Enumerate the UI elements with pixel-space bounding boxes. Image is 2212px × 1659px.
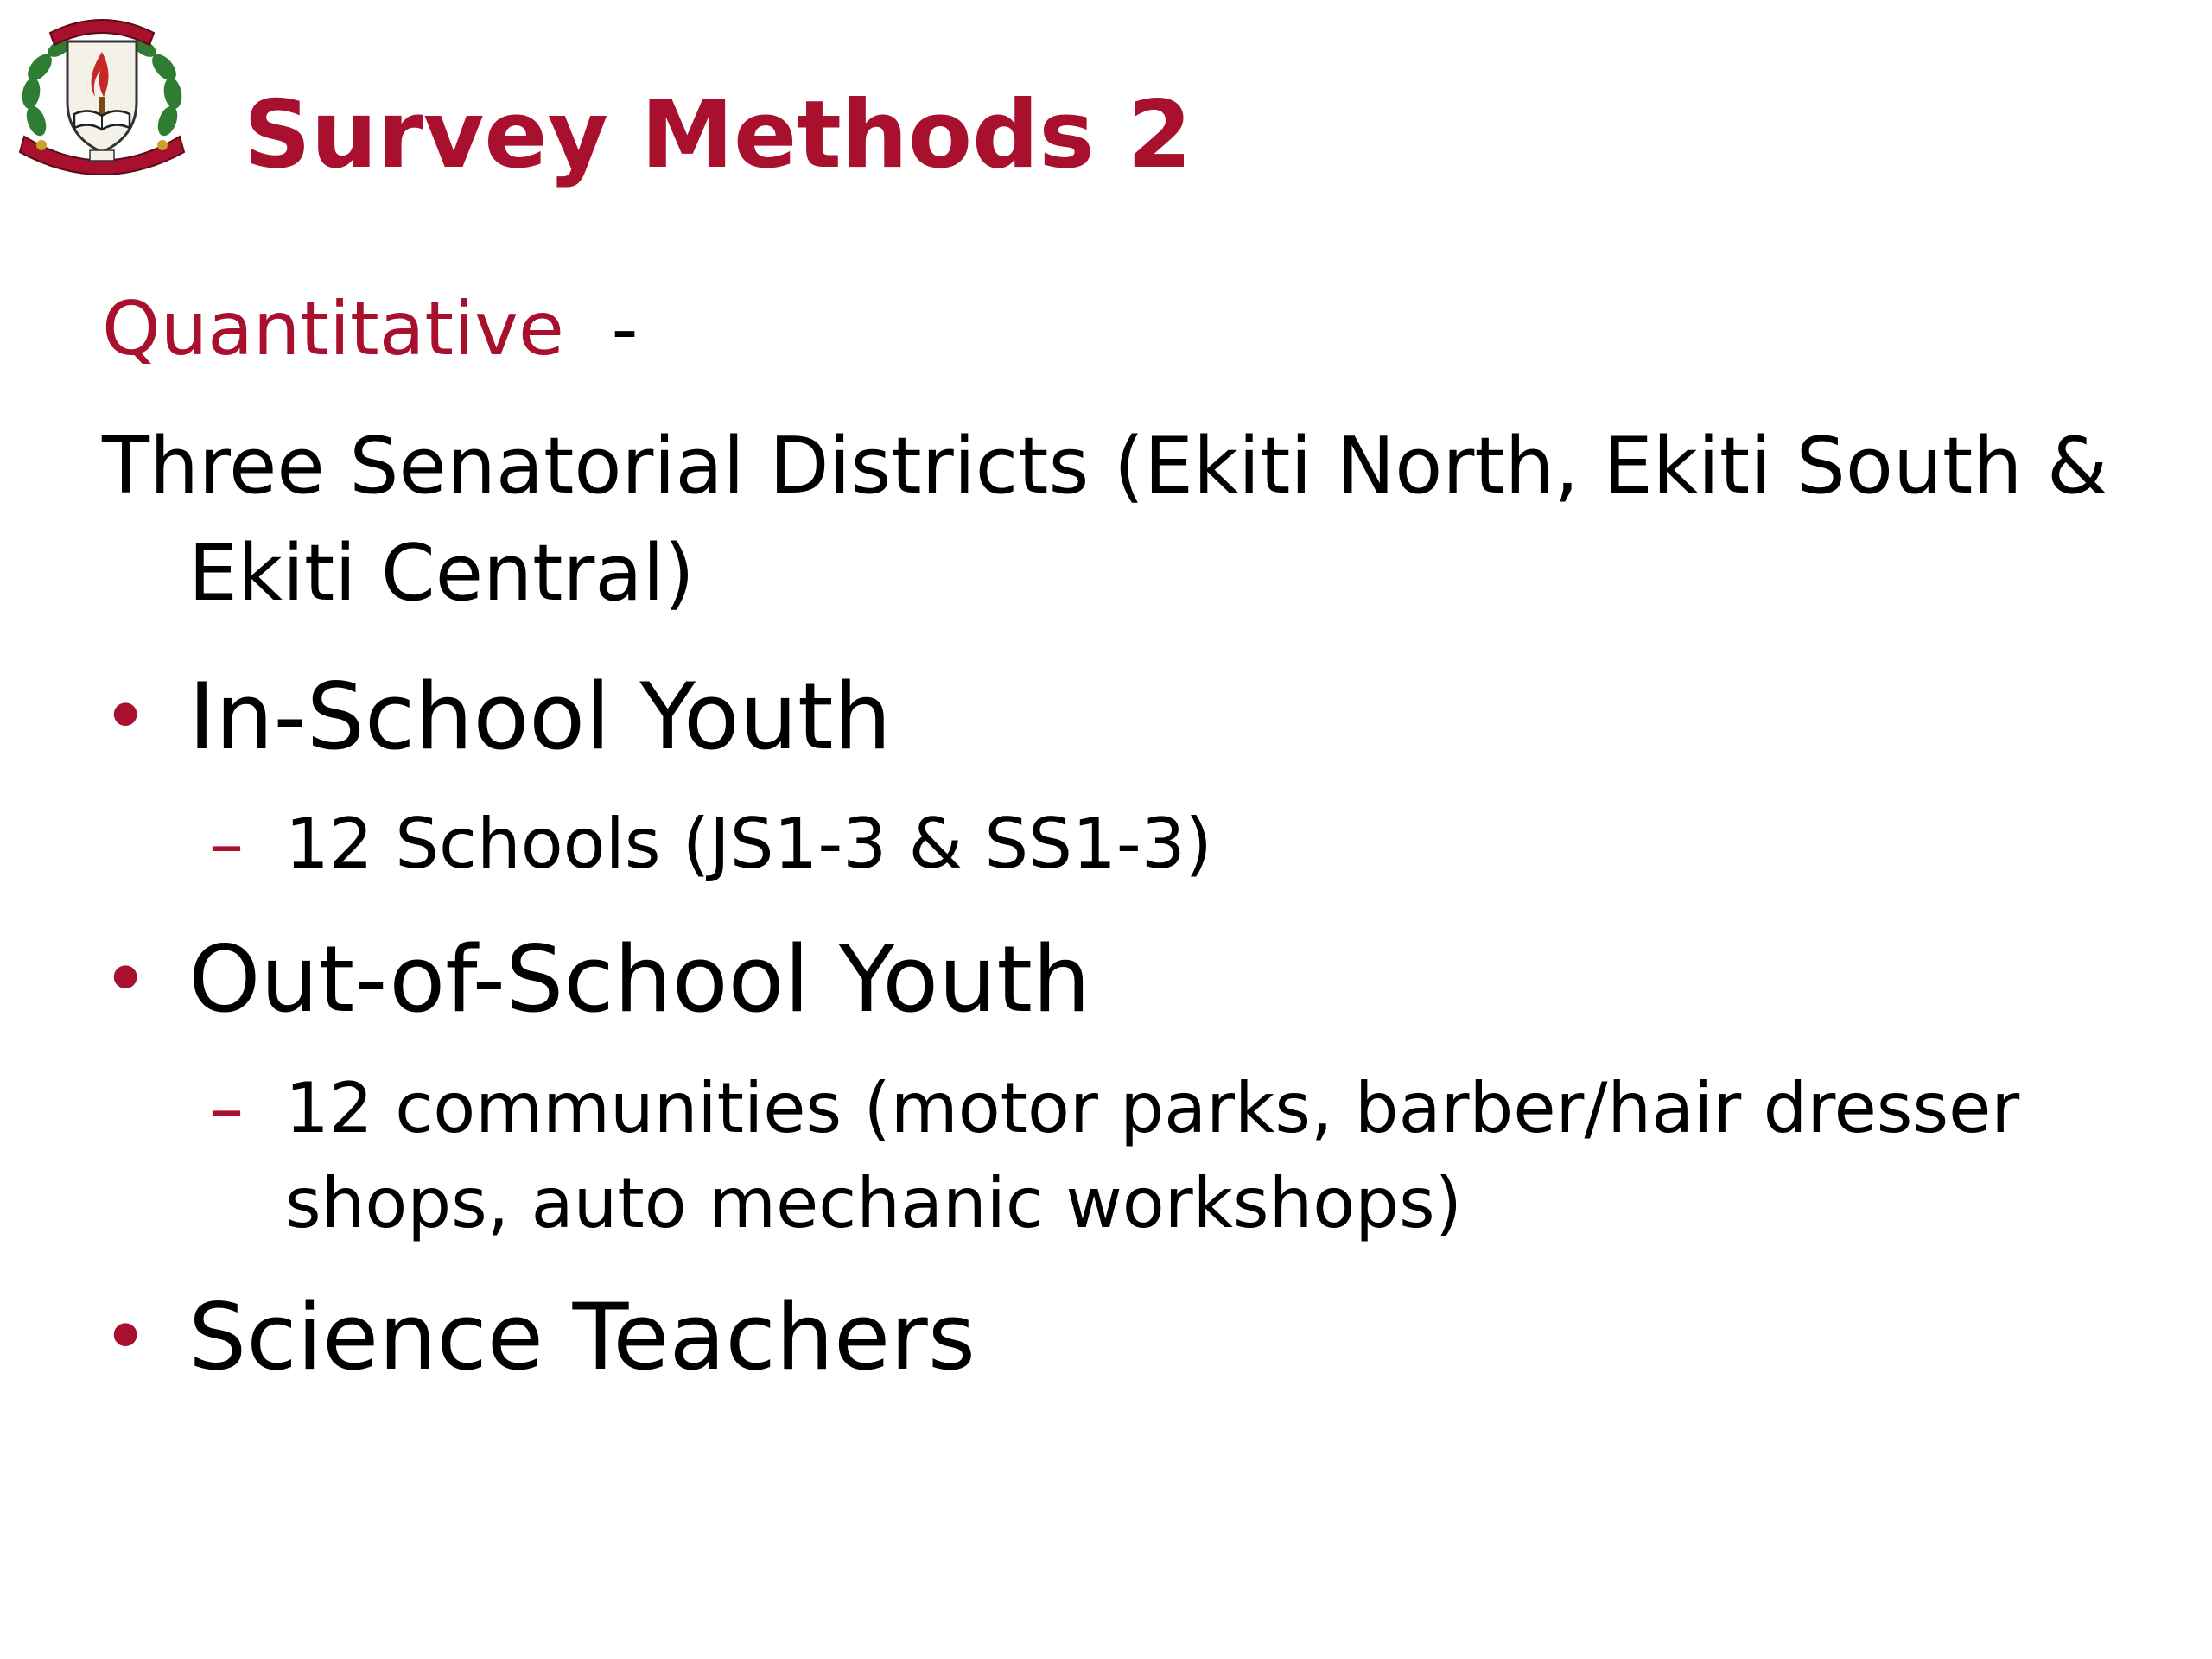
bullet-marker: • [102, 1291, 149, 1383]
intro-line [102, 285, 2124, 374]
bullet-text: In-School Youth [188, 664, 892, 770]
sub-marker: – [209, 1068, 244, 1148]
sub-text: 12 Schools (JS1-3 & SS1-3) [285, 804, 1212, 884]
university-crest-icon [7, 7, 197, 184]
bullet-marker: • [102, 933, 149, 1026]
intro-separator: - [611, 286, 639, 372]
slide-title: Survey Methods 2 [244, 81, 1192, 189]
bullet-marker: • [102, 671, 149, 763]
bullet-text: Out-of-School Youth [188, 926, 1091, 1033]
districts-text: Three Senatorial Districts (Ekiti North, Ekiti South & Ekiti Central) [102, 421, 2108, 619]
sub-text: 12 communities (motor parks, barber/hair dresser shops, auto mechanic workshops) [285, 1068, 2020, 1243]
intro-label: Quantitative [102, 286, 564, 372]
sub-marker: – [209, 804, 244, 884]
bullet-text: Science Teachers [188, 1284, 976, 1390]
